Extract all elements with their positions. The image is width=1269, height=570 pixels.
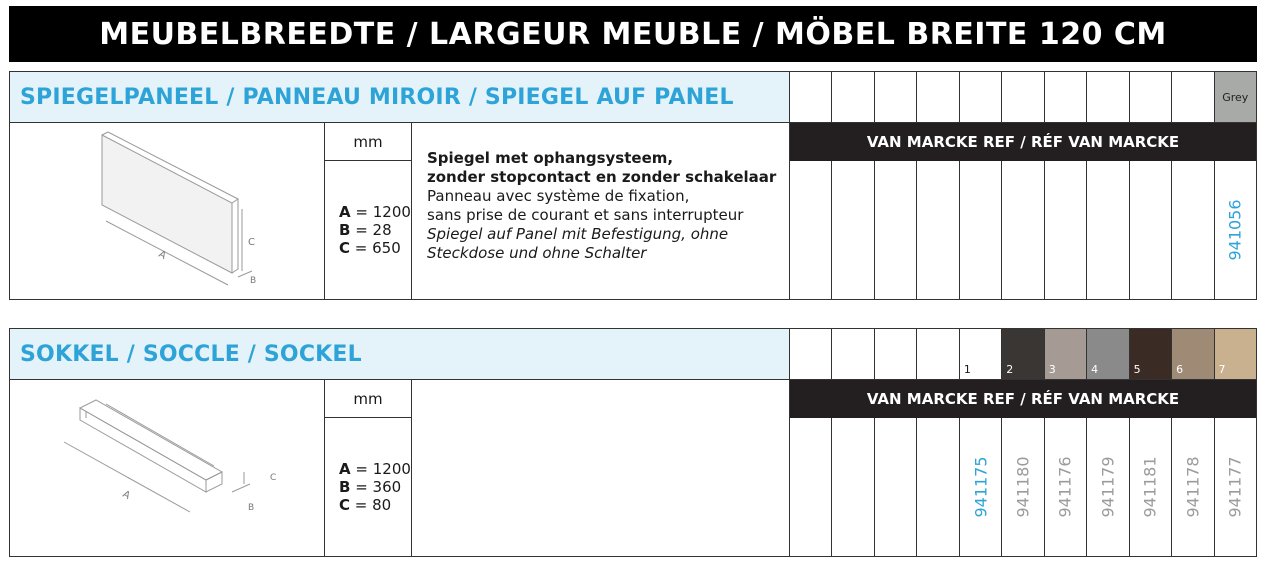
color-swatch xyxy=(1172,72,1214,122)
reference-cell xyxy=(917,418,959,556)
dimensions-list xyxy=(325,161,412,299)
color-swatch xyxy=(1087,329,1129,379)
dimensions-list xyxy=(325,418,412,556)
color-swatch xyxy=(832,329,874,379)
reference-code: 941176 xyxy=(1055,456,1075,518)
dimension-a: A = 1200 xyxy=(339,460,411,478)
color-swatch xyxy=(1087,72,1129,122)
reference-code: 941175 xyxy=(971,456,991,518)
reference-cell xyxy=(790,418,832,556)
sokkel-section xyxy=(9,328,1257,557)
reference-code: 941178 xyxy=(1183,456,1203,518)
dimension-c: C = 650 xyxy=(339,239,401,257)
reference-code: 941177 xyxy=(1225,456,1245,518)
reference-cell xyxy=(1172,418,1214,556)
swatch-label: 6 xyxy=(1176,363,1184,376)
mirror-panel-illustration xyxy=(10,123,325,299)
color-swatch xyxy=(1045,72,1087,122)
section-heading: SOKKEL / SOCCLE / SOCKEL xyxy=(10,329,790,380)
color-swatch xyxy=(960,329,1002,379)
reference-cell xyxy=(1130,418,1172,556)
swatch-label: 4 xyxy=(1091,363,1099,376)
reference-cell xyxy=(790,161,832,299)
reference-cell xyxy=(875,418,917,556)
dimension-label-c: C xyxy=(248,237,255,248)
dimension-label-b: B xyxy=(250,276,257,286)
color-swatch xyxy=(1002,329,1044,379)
reference-cell xyxy=(1087,418,1129,556)
dimension-a: A = 1200 xyxy=(339,203,411,221)
swatch-label: Grey xyxy=(1222,90,1249,104)
reference-row xyxy=(790,161,1256,299)
section-heading: SPIEGELPANEEL / PANNEAU MIROIR / SPIEGEL AUF PANEL xyxy=(10,72,790,123)
swatch-label: 5 xyxy=(1133,363,1141,376)
reference-cell xyxy=(1172,161,1214,299)
dimension-label-b: B xyxy=(248,503,255,513)
mirror-panel-drawing xyxy=(10,123,325,299)
reference-cell xyxy=(1215,418,1256,556)
reference-cell xyxy=(1215,161,1256,299)
reference-cell xyxy=(1002,418,1044,556)
color-swatch xyxy=(960,72,1002,122)
dimension-label-c: C xyxy=(270,473,277,483)
dimension-label-a: A xyxy=(120,488,132,502)
color-swatch xyxy=(1215,72,1256,122)
reference-cell xyxy=(1130,161,1172,299)
swatch-label: 7 xyxy=(1218,363,1226,376)
reference-cell xyxy=(875,161,917,299)
dimension-b: B = 360 xyxy=(339,478,402,496)
dimension-b: B = 28 xyxy=(339,221,392,239)
reference-code: 941181 xyxy=(1140,456,1160,518)
mm-header: mm xyxy=(325,123,412,161)
swatch-label: 2 xyxy=(1006,363,1014,376)
color-swatch xyxy=(917,72,959,122)
color-swatch-row xyxy=(790,72,1256,123)
color-swatch xyxy=(790,72,832,122)
spiegelpaneel-section xyxy=(9,71,1257,300)
reference-cell xyxy=(960,161,1002,299)
dimension-c: C = 80 xyxy=(339,496,392,514)
color-swatch xyxy=(1130,72,1172,122)
reference-cell xyxy=(1045,418,1087,556)
plinth-drawing xyxy=(10,380,325,556)
reference-cell xyxy=(832,161,874,299)
reference-cell xyxy=(1087,161,1129,299)
color-swatch xyxy=(832,72,874,122)
color-swatch xyxy=(875,72,917,122)
reference-code: 941180 xyxy=(1013,456,1033,518)
swatch-label: 1 xyxy=(963,363,971,376)
reference-code: 941179 xyxy=(1098,456,1118,518)
color-swatch xyxy=(1002,72,1044,122)
color-swatch xyxy=(875,329,917,379)
product-description: Spiegel met ophangsysteem, zonder stopcontact en zonder schakelaar Panneau avec système de fixation, sans prise de courant et sans interrupteur Spiegel auf Panel mit Befestigung, ohne Steckdose und ohne Schalter xyxy=(412,123,790,299)
reference-header: VAN MARCKE REF / RÉF VAN MARCKE xyxy=(790,123,1256,161)
reference-code: 941056 xyxy=(1225,199,1245,261)
color-swatch-row xyxy=(790,329,1256,380)
reference-cell xyxy=(960,418,1002,556)
color-swatch xyxy=(1130,329,1172,379)
reference-cell xyxy=(832,418,874,556)
reference-cell xyxy=(1002,161,1044,299)
color-swatch xyxy=(1215,329,1256,379)
product-description xyxy=(412,380,790,556)
reference-header: VAN MARCKE REF / RÉF VAN MARCKE xyxy=(790,380,1256,418)
reference-row xyxy=(790,418,1256,556)
plinth-illustration xyxy=(10,380,325,556)
page-title: MEUBELBREEDTE / LARGEUR MEUBLE / MÖBEL BREITE 120 CM xyxy=(9,6,1257,62)
color-swatch xyxy=(1172,329,1214,379)
color-swatch xyxy=(917,329,959,379)
dimension-label-a: A xyxy=(156,248,168,262)
reference-cell xyxy=(917,161,959,299)
swatch-label: 3 xyxy=(1048,363,1056,376)
color-swatch xyxy=(790,329,832,379)
mm-header: mm xyxy=(325,380,412,418)
color-swatch xyxy=(1045,329,1087,379)
reference-cell xyxy=(1045,161,1087,299)
